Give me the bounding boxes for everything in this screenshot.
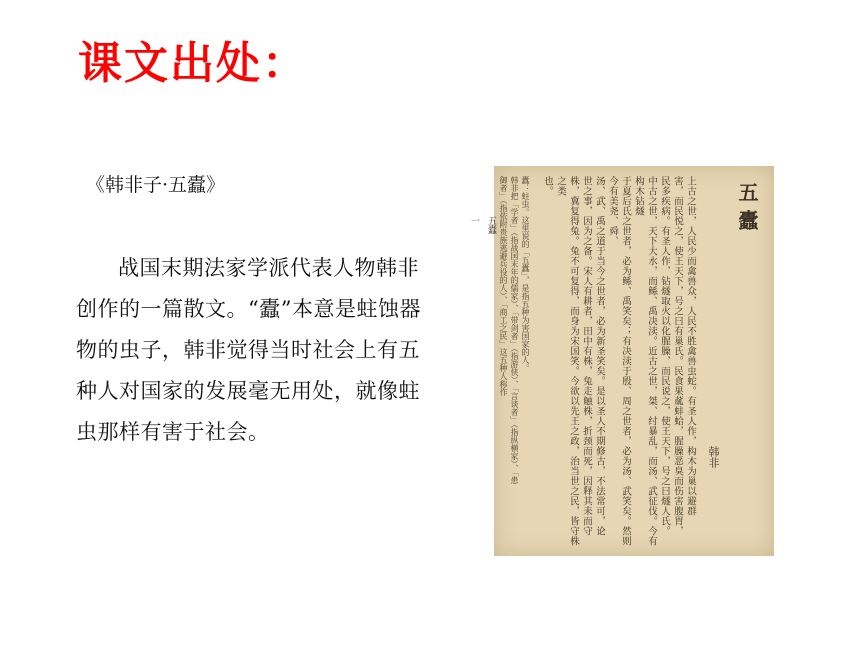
scan-text-column: 也。 xyxy=(542,176,553,196)
scan-divider xyxy=(531,176,541,546)
scan-text-column: 民多疾病。有圣人作，钻燧取火以化腥臊，而民说之，使王天下，号之曰燧人氏。 xyxy=(659,176,670,536)
scan-text-column: 世之事，因为之备。宋人有耕者，田中有株，兔走触株，折颈而死，因释其耒而守 xyxy=(581,176,592,536)
scan-footnote: 御者」（指依附贵族逃避兵役的人）、「商工之民」这五种人称作 xyxy=(499,176,508,396)
slide-title: 课文出处： xyxy=(78,38,308,89)
scan-page-mark: 一 xyxy=(469,216,479,225)
scan-title: 五蠹 xyxy=(735,182,759,238)
scan-text-column: 汤、武、禹之道于当今之世者，必为新圣笑矣。是以圣人不期修古，不法常可，论 xyxy=(594,176,605,536)
scan-text-column: 上古之世，人民少而禽兽众，人民不胜禽兽虫蛇。有圣人作，构木为巢以避群 xyxy=(685,176,696,516)
scan-text-column: 于夏后氏之世者，必为鲧、禹笑矣；有决渎于殷、周之世者，必为汤、武笑矣。然则今有美尧、舜、 xyxy=(607,176,631,546)
scan-text-column: 株，冀复得兔。兔不可复得，而身为宋国笑。今欲以先王之政，治当世之民，皆守株之类 xyxy=(555,176,579,546)
scan-author: 韩非 xyxy=(707,446,720,468)
scan-side-label: 五蠹 xyxy=(486,216,496,234)
source-citation: 《韩非子·五蠹》 xyxy=(86,174,226,196)
scan-text-column: 害，而民悦之，使王天下，号之曰有巢氏。民食果蓏蚌蛤，腥臊恶臭而伤害腹胃， xyxy=(672,176,683,536)
scanned-text-columns xyxy=(469,176,762,546)
scan-footnote: 蠹：蛀虫。这里说的「五蠹」，是指五种为害国家的人。 xyxy=(521,176,530,372)
scanned-text-image xyxy=(469,166,774,556)
scan-text-column: 中古之世，天下大水，而鲧、禹决渎。近古之世，桀、纣暴乱，而汤、武征伐。今有构木钻燧 xyxy=(633,176,657,546)
scan-footnote: 韩非把「学者」（指战国末年的儒家）、「带剑者」（指游侠）、「言谈者」（指纵横家）、「患 xyxy=(510,176,519,484)
description-paragraph: 战国末期法家学派代表人物韩非创作的一篇散文。“蠹”本意是蛀蚀器物的虫子，韩非觉得当时社会上有五种人对国家的发展毫无用处，就像蛀虫那样有害于社会。 xyxy=(76,256,421,444)
